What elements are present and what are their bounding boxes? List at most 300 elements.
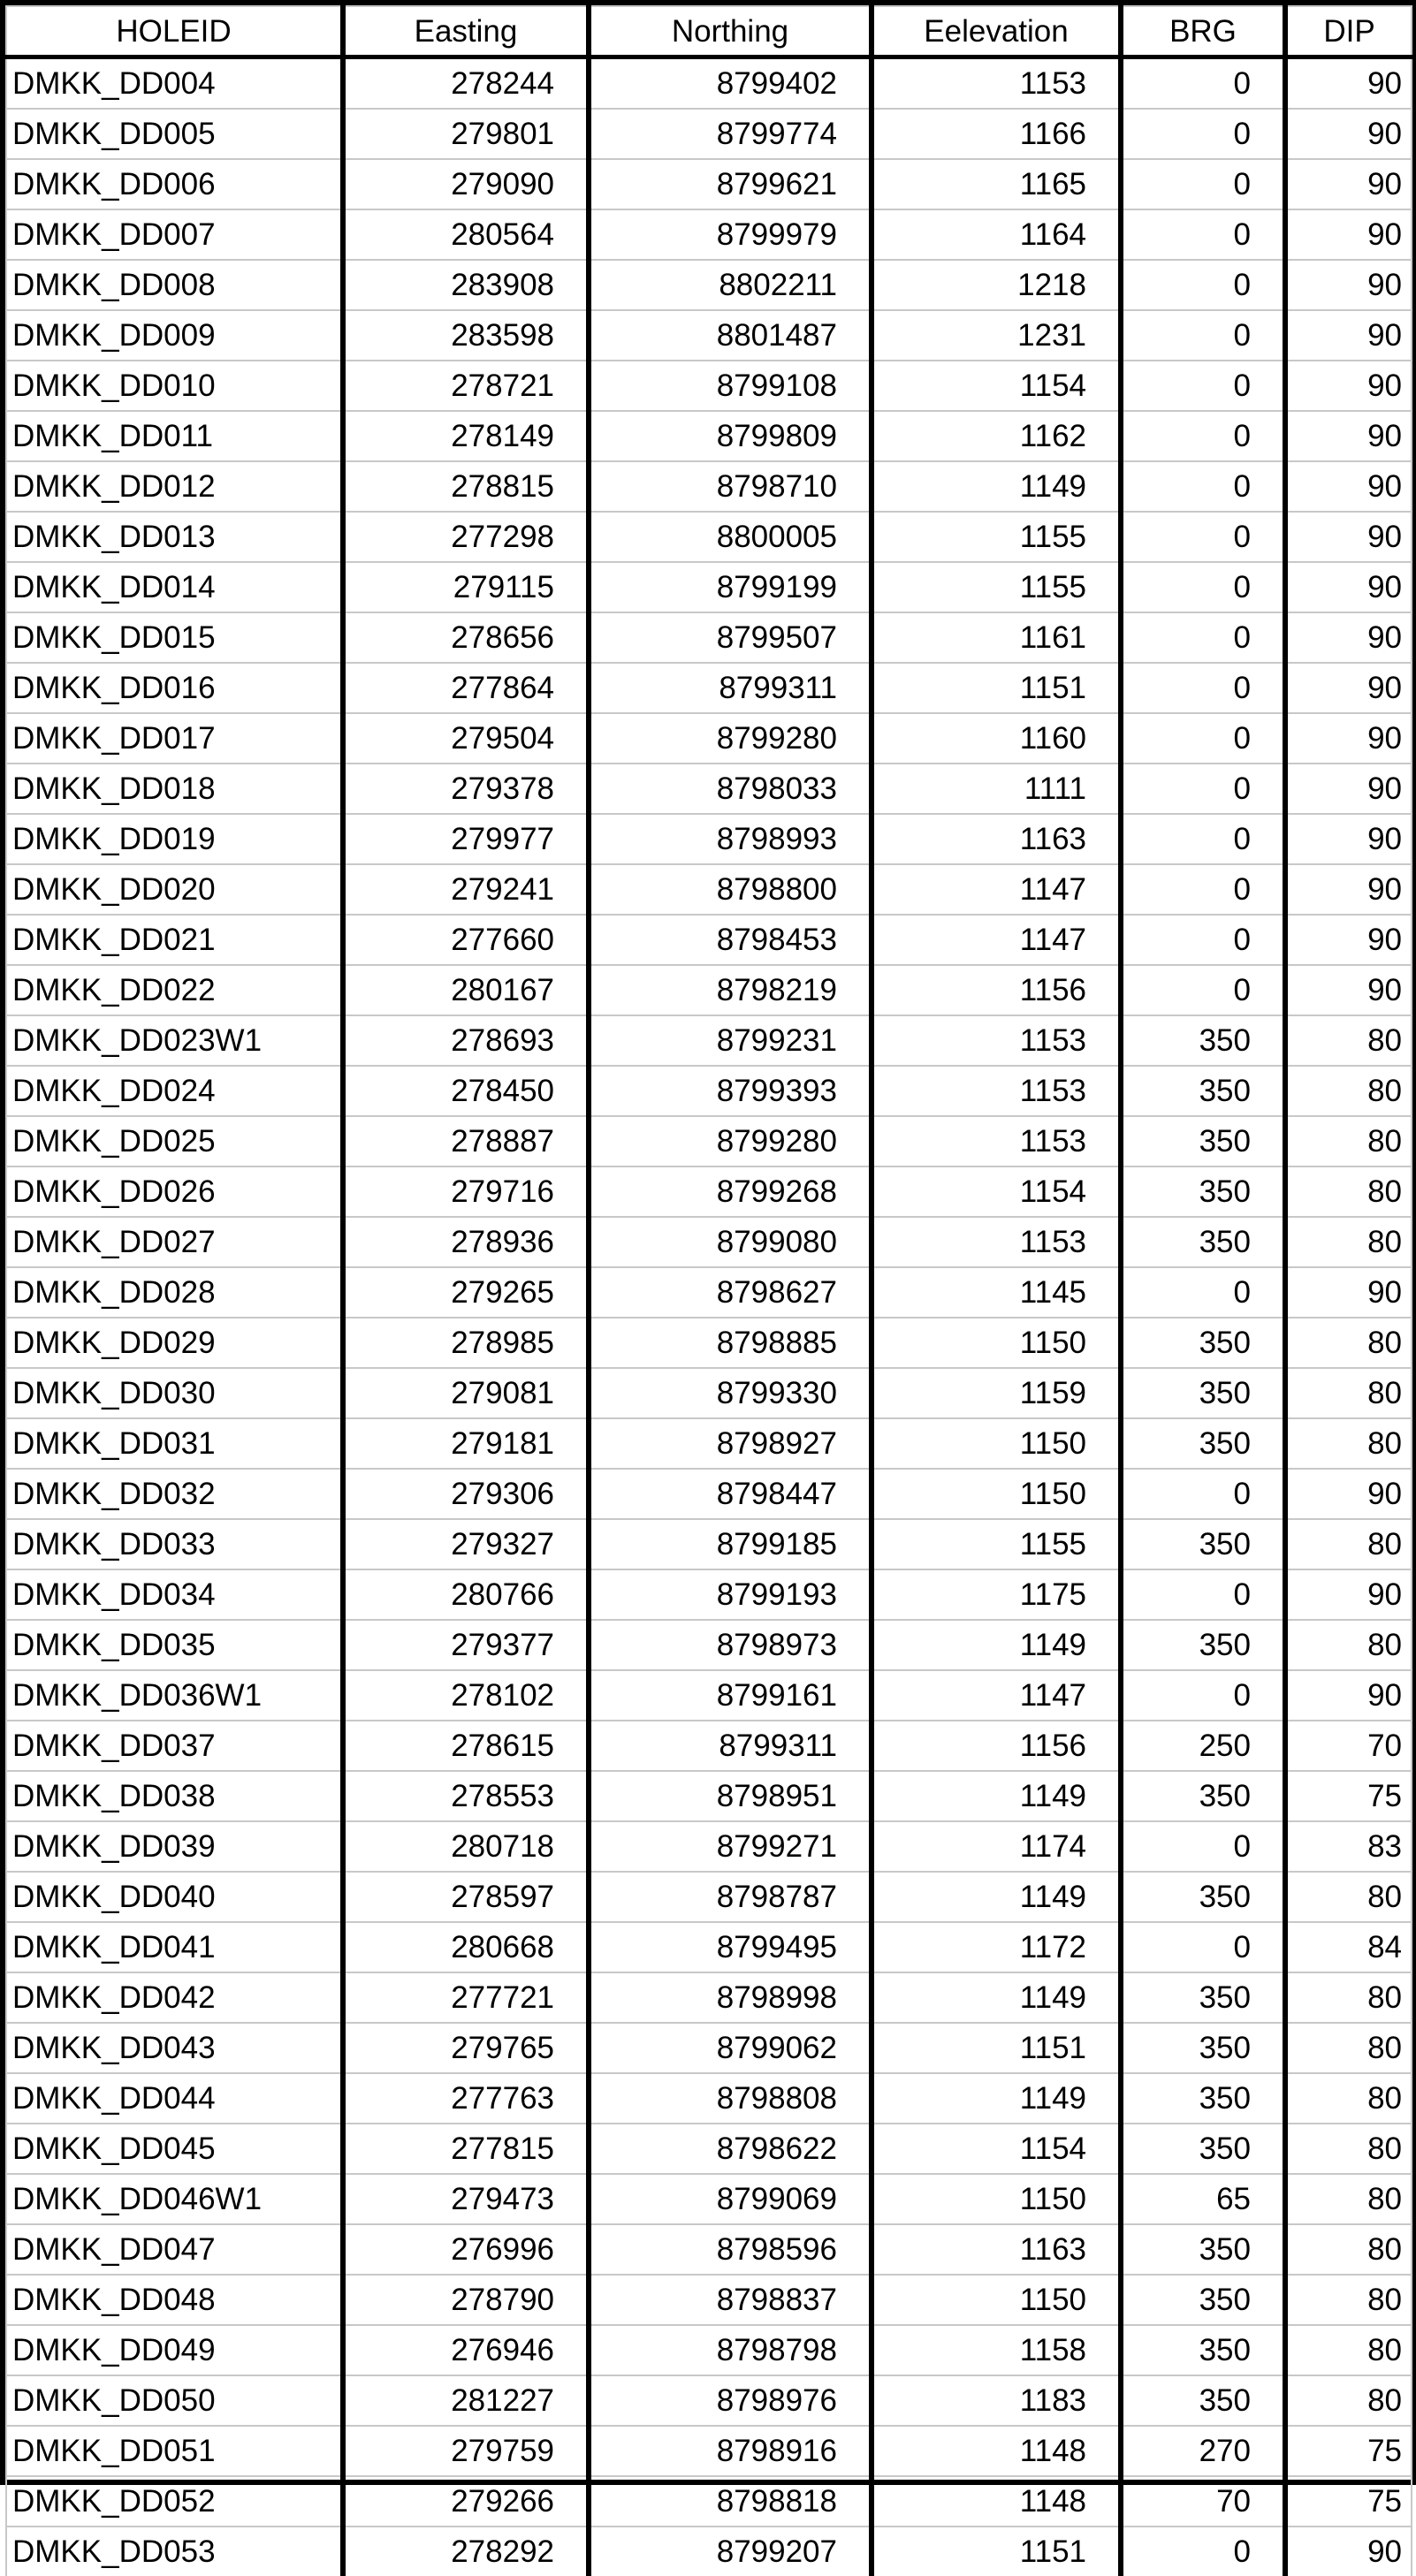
table-row: [6, 57, 1412, 110]
cell-elevation: 1150: [872, 1318, 1121, 1368]
cell-easting: 276996: [343, 2224, 589, 2275]
cell-dip: 90: [1285, 57, 1412, 110]
cell-brg: 350: [1121, 1015, 1285, 1066]
cell-elevation: 1155: [872, 512, 1121, 562]
cell-dip: 80: [1285, 2224, 1412, 2275]
cell-dip: 90: [1285, 2527, 1412, 2576]
cell-brg: 0: [1121, 764, 1285, 814]
cell-dip: 70: [1285, 1721, 1412, 1771]
cell-holeid: DMKK_DD029: [6, 1318, 343, 1368]
cell-holeid: DMKK_DD010: [6, 361, 343, 411]
cell-brg: 0: [1121, 1821, 1285, 1872]
cell-easting: 279977: [343, 814, 589, 864]
cell-dip: 90: [1285, 612, 1412, 663]
cell-elevation: 1154: [872, 361, 1121, 411]
table-row: [6, 1469, 1412, 1519]
cell-brg: 350: [1121, 2073, 1285, 2124]
table-row: [6, 1267, 1412, 1318]
table-row: [6, 310, 1412, 361]
cell-dip: 90: [1285, 411, 1412, 461]
cell-northing: 8799402: [589, 57, 872, 110]
cell-northing: 8798453: [589, 915, 872, 965]
cell-holeid: DMKK_DD023W1: [6, 1015, 343, 1066]
cell-holeid: DMKK_DD033: [6, 1519, 343, 1569]
cell-northing: 8800005: [589, 512, 872, 562]
cell-northing: 8798033: [589, 764, 872, 814]
cell-holeid: DMKK_DD019: [6, 814, 343, 864]
cell-brg: 0: [1121, 57, 1285, 110]
cell-holeid: DMKK_DD044: [6, 2073, 343, 2124]
cell-holeid: DMKK_DD015: [6, 612, 343, 663]
cell-dip: 75: [1285, 2476, 1412, 2527]
cell-easting: 279801: [343, 109, 589, 159]
table-row: [6, 209, 1412, 260]
table-row: [6, 1922, 1412, 1972]
table-row: [6, 512, 1412, 562]
cell-northing: 8798798: [589, 2325, 872, 2375]
cell-brg: 0: [1121, 461, 1285, 512]
cell-holeid: DMKK_DD006: [6, 159, 343, 209]
cell-elevation: 1148: [872, 2476, 1121, 2527]
table-row: [6, 612, 1412, 663]
cell-dip: 90: [1285, 461, 1412, 512]
cell-elevation: 1111: [872, 764, 1121, 814]
cell-elevation: 1149: [872, 2073, 1121, 2124]
cell-northing: 8798951: [589, 1771, 872, 1821]
header-brg: BRG: [1121, 6, 1285, 57]
cell-northing: 8799311: [589, 663, 872, 713]
cell-easting: 278887: [343, 1116, 589, 1166]
cell-easting: 277721: [343, 1972, 589, 2023]
cell-brg: 0: [1121, 1569, 1285, 1620]
cell-dip: 80: [1285, 2073, 1412, 2124]
cell-holeid: DMKK_DD031: [6, 1418, 343, 1469]
cell-northing: 8799330: [589, 1368, 872, 1418]
cell-easting: 278450: [343, 1066, 589, 1116]
cell-elevation: 1161: [872, 612, 1121, 663]
cell-northing: 8799311: [589, 1721, 872, 1771]
cell-easting: 279265: [343, 1267, 589, 1318]
cell-elevation: 1150: [872, 2174, 1121, 2224]
cell-easting: 283598: [343, 310, 589, 361]
table-row: [6, 1166, 1412, 1217]
cell-easting: 281227: [343, 2375, 589, 2426]
cell-dip: 80: [1285, 1015, 1412, 1066]
header-holeid: HOLEID: [6, 6, 343, 57]
table-row: [6, 2476, 1412, 2527]
cell-dip: 80: [1285, 1972, 1412, 2023]
cell-dip: 80: [1285, 1318, 1412, 1368]
cell-elevation: 1153: [872, 57, 1121, 110]
cell-easting: 278936: [343, 1217, 589, 1267]
cell-dip: 90: [1285, 814, 1412, 864]
cell-northing: 8798219: [589, 965, 872, 1015]
drillhole-collar-table: [5, 5, 1412, 2576]
cell-easting: 279377: [343, 1620, 589, 1670]
table-row: [6, 260, 1412, 310]
cell-easting: 279081: [343, 1368, 589, 1418]
cell-dip: 90: [1285, 663, 1412, 713]
cell-holeid: DMKK_DD028: [6, 1267, 343, 1318]
cell-holeid: DMKK_DD021: [6, 915, 343, 965]
table-row: [6, 1015, 1412, 1066]
header-northing: Northing: [589, 6, 872, 57]
cell-elevation: 1175: [872, 1569, 1121, 1620]
cell-dip: 90: [1285, 965, 1412, 1015]
cell-dip: 80: [1285, 1116, 1412, 1166]
cell-northing: 8798800: [589, 864, 872, 915]
cell-holeid: DMKK_DD024: [6, 1066, 343, 1116]
cell-elevation: 1151: [872, 2023, 1121, 2073]
cell-dip: 90: [1285, 310, 1412, 361]
cell-brg: 65: [1121, 2174, 1285, 2224]
cell-easting: 279181: [343, 1418, 589, 1469]
cell-brg: 0: [1121, 1267, 1285, 1318]
cell-dip: 80: [1285, 1066, 1412, 1116]
cell-brg: 0: [1121, 361, 1285, 411]
cell-dip: 80: [1285, 2124, 1412, 2174]
cell-brg: 350: [1121, 1771, 1285, 1821]
cell-brg: 350: [1121, 1872, 1285, 1922]
cell-brg: 350: [1121, 2325, 1285, 2375]
cell-brg: 0: [1121, 209, 1285, 260]
cell-brg: 350: [1121, 2224, 1285, 2275]
cell-brg: 0: [1121, 814, 1285, 864]
cell-easting: 278102: [343, 1670, 589, 1721]
cell-holeid: DMKK_DD036W1: [6, 1670, 343, 1721]
cell-dip: 80: [1285, 1872, 1412, 1922]
cell-holeid: DMKK_DD026: [6, 1166, 343, 1217]
cell-easting: 277864: [343, 663, 589, 713]
table-row: [6, 1872, 1412, 1922]
cell-northing: 8798787: [589, 1872, 872, 1922]
cell-holeid: DMKK_DD016: [6, 663, 343, 713]
cell-elevation: 1155: [872, 1519, 1121, 1569]
cell-northing: 8798710: [589, 461, 872, 512]
cell-easting: 283908: [343, 260, 589, 310]
table-row: [6, 965, 1412, 1015]
cell-holeid: DMKK_DD009: [6, 310, 343, 361]
cell-dip: 80: [1285, 1166, 1412, 1217]
cell-easting: 278790: [343, 2275, 589, 2325]
table-row: [6, 1368, 1412, 1418]
cell-elevation: 1218: [872, 260, 1121, 310]
cell-holeid: DMKK_DD032: [6, 1469, 343, 1519]
cell-brg: 0: [1121, 612, 1285, 663]
cell-dip: 80: [1285, 1418, 1412, 1469]
table-row: [6, 562, 1412, 612]
cell-easting: 278149: [343, 411, 589, 461]
table-row: [6, 663, 1412, 713]
table-row: [6, 2275, 1412, 2325]
cell-brg: 350: [1121, 1519, 1285, 1569]
cell-holeid: DMKK_DD035: [6, 1620, 343, 1670]
cell-holeid: DMKK_DD043: [6, 2023, 343, 2073]
cell-northing: 8799507: [589, 612, 872, 663]
header-easting: Easting: [343, 6, 589, 57]
cell-brg: 0: [1121, 1469, 1285, 1519]
cell-brg: 0: [1121, 713, 1285, 764]
table-row: [6, 2375, 1412, 2426]
cell-northing: 8799069: [589, 2174, 872, 2224]
cell-easting: 276946: [343, 2325, 589, 2375]
cell-northing: 8801487: [589, 310, 872, 361]
table-row: [6, 159, 1412, 209]
cell-dip: 90: [1285, 361, 1412, 411]
cell-brg: 0: [1121, 411, 1285, 461]
cell-easting: 279090: [343, 159, 589, 209]
cell-elevation: 1163: [872, 2224, 1121, 2275]
header-elevation: Eelevation: [872, 6, 1121, 57]
cell-holeid: DMKK_DD020: [6, 864, 343, 915]
cell-northing: 8798622: [589, 2124, 872, 2174]
cell-northing: 8798993: [589, 814, 872, 864]
cell-elevation: 1149: [872, 1872, 1121, 1922]
cell-dip: 90: [1285, 864, 1412, 915]
cell-brg: 350: [1121, 2375, 1285, 2426]
cell-elevation: 1149: [872, 461, 1121, 512]
cell-elevation: 1153: [872, 1066, 1121, 1116]
cell-easting: 280766: [343, 1569, 589, 1620]
cell-dip: 90: [1285, 915, 1412, 965]
cell-easting: 278244: [343, 57, 589, 110]
cell-northing: 8798998: [589, 1972, 872, 2023]
cell-dip: 90: [1285, 512, 1412, 562]
cell-holeid: DMKK_DD050: [6, 2375, 343, 2426]
cell-dip: 80: [1285, 2023, 1412, 2073]
cell-easting: 279327: [343, 1519, 589, 1569]
cell-northing: 8799193: [589, 1569, 872, 1620]
cell-elevation: 1145: [872, 1267, 1121, 1318]
cell-brg: 350: [1121, 1066, 1285, 1116]
cell-holeid: DMKK_DD022: [6, 965, 343, 1015]
cell-easting: 279473: [343, 2174, 589, 2224]
table-row: [6, 1721, 1412, 1771]
cell-brg: 0: [1121, 159, 1285, 209]
cell-easting: 277763: [343, 2073, 589, 2124]
table-row: [6, 814, 1412, 864]
cell-northing: 8799979: [589, 209, 872, 260]
cell-easting: 279266: [343, 2476, 589, 2527]
cell-holeid: DMKK_DD008: [6, 260, 343, 310]
cell-brg: 0: [1121, 512, 1285, 562]
cell-northing: 8799062: [589, 2023, 872, 2073]
cell-holeid: DMKK_DD037: [6, 1721, 343, 1771]
cell-brg: 350: [1121, 1368, 1285, 1418]
table-row: [6, 1217, 1412, 1267]
cell-easting: 279759: [343, 2426, 589, 2476]
cell-easting: 279504: [343, 713, 589, 764]
cell-northing: 8798973: [589, 1620, 872, 1670]
cell-elevation: 1156: [872, 1721, 1121, 1771]
cell-elevation: 1166: [872, 109, 1121, 159]
cell-dip: 80: [1285, 2375, 1412, 2426]
cell-elevation: 1155: [872, 562, 1121, 612]
cell-northing: 8798818: [589, 2476, 872, 2527]
cell-dip: 80: [1285, 2325, 1412, 2375]
cell-brg: 350: [1121, 2023, 1285, 2073]
cell-northing: 8798837: [589, 2275, 872, 2325]
cell-northing: 8798927: [589, 1418, 872, 1469]
cell-northing: 8799268: [589, 1166, 872, 1217]
cell-brg: 0: [1121, 109, 1285, 159]
cell-elevation: 1162: [872, 411, 1121, 461]
cell-holeid: DMKK_DD025: [6, 1116, 343, 1166]
cell-dip: 90: [1285, 1267, 1412, 1318]
cell-brg: 270: [1121, 2426, 1285, 2476]
cell-dip: 80: [1285, 1217, 1412, 1267]
table-row: [6, 1418, 1412, 1469]
cell-elevation: 1153: [872, 1217, 1121, 1267]
cell-holeid: DMKK_DD007: [6, 209, 343, 260]
cell-northing: 8799393: [589, 1066, 872, 1116]
header-row: [6, 6, 1412, 57]
header-dip: DIP: [1285, 6, 1412, 57]
cell-northing: 8799495: [589, 1922, 872, 1972]
cell-easting: 279378: [343, 764, 589, 814]
cell-brg: 0: [1121, 1922, 1285, 1972]
cell-northing: 8799271: [589, 1821, 872, 1872]
cell-elevation: 1231: [872, 310, 1121, 361]
cell-holeid: DMKK_DD018: [6, 764, 343, 814]
cell-easting: 278815: [343, 461, 589, 512]
table-row: [6, 109, 1412, 159]
table-row: [6, 1972, 1412, 2023]
cell-northing: 8799207: [589, 2527, 872, 2576]
cell-elevation: 1153: [872, 1015, 1121, 1066]
cell-brg: 350: [1121, 1620, 1285, 1670]
cell-brg: 350: [1121, 1972, 1285, 2023]
cell-holeid: DMKK_DD052: [6, 2476, 343, 2527]
cell-elevation: 1164: [872, 209, 1121, 260]
cell-northing: 8799809: [589, 411, 872, 461]
cell-easting: 278615: [343, 1721, 589, 1771]
cell-dip: 75: [1285, 1771, 1412, 1821]
cell-easting: 280668: [343, 1922, 589, 1972]
table-row: [6, 2174, 1412, 2224]
cell-easting: 278656: [343, 612, 589, 663]
cell-elevation: 1156: [872, 965, 1121, 1015]
cell-brg: 0: [1121, 915, 1285, 965]
cell-easting: 278721: [343, 361, 589, 411]
table-row: [6, 764, 1412, 814]
cell-brg: 0: [1121, 1670, 1285, 1721]
cell-holeid: DMKK_DD047: [6, 2224, 343, 2275]
cell-northing: 8798885: [589, 1318, 872, 1368]
cell-easting: 277815: [343, 2124, 589, 2174]
cell-elevation: 1174: [872, 1821, 1121, 1872]
cell-brg: 0: [1121, 260, 1285, 310]
cell-elevation: 1154: [872, 2124, 1121, 2174]
cell-elevation: 1183: [872, 2375, 1121, 2426]
table-row: [6, 1771, 1412, 1821]
cell-dip: 80: [1285, 2174, 1412, 2224]
cell-elevation: 1160: [872, 713, 1121, 764]
cell-northing: 8799231: [589, 1015, 872, 1066]
cell-northing: 8799199: [589, 562, 872, 612]
table-row: [6, 1569, 1412, 1620]
cell-northing: 8799080: [589, 1217, 872, 1267]
cell-northing: 8798627: [589, 1267, 872, 1318]
cell-northing: 8799108: [589, 361, 872, 411]
cell-easting: 279306: [343, 1469, 589, 1519]
table-row: [6, 1620, 1412, 1670]
cell-easting: 277660: [343, 915, 589, 965]
table-row: [6, 2224, 1412, 2275]
cell-elevation: 1147: [872, 915, 1121, 965]
cell-northing: 8799621: [589, 159, 872, 209]
cell-brg: 350: [1121, 1116, 1285, 1166]
cell-holeid: DMKK_DD014: [6, 562, 343, 612]
cell-holeid: DMKK_DD013: [6, 512, 343, 562]
cell-northing: 8799161: [589, 1670, 872, 1721]
cell-elevation: 1147: [872, 864, 1121, 915]
cell-northing: 8799185: [589, 1519, 872, 1569]
cell-elevation: 1172: [872, 1922, 1121, 1972]
cell-northing: 8798596: [589, 2224, 872, 2275]
cell-elevation: 1150: [872, 2275, 1121, 2325]
cell-dip: 90: [1285, 1469, 1412, 1519]
cell-holeid: DMKK_DD042: [6, 1972, 343, 2023]
cell-holeid: DMKK_DD005: [6, 109, 343, 159]
table-row: [6, 411, 1412, 461]
cell-brg: 0: [1121, 562, 1285, 612]
cell-brg: 350: [1121, 2275, 1285, 2325]
cell-brg: 0: [1121, 2527, 1285, 2576]
cell-easting: 278693: [343, 1015, 589, 1066]
cell-dip: 80: [1285, 2275, 1412, 2325]
cell-northing: 8798916: [589, 2426, 872, 2476]
cell-brg: 0: [1121, 864, 1285, 915]
cell-elevation: 1149: [872, 1620, 1121, 1670]
cell-holeid: DMKK_DD041: [6, 1922, 343, 1972]
table-row: [6, 2527, 1412, 2576]
cell-holeid: DMKK_DD046W1: [6, 2174, 343, 2224]
table-row: [6, 2426, 1412, 2476]
cell-northing: 8802211: [589, 260, 872, 310]
table-body: [6, 57, 1412, 2576]
cell-northing: 8799774: [589, 109, 872, 159]
table-row: [6, 1821, 1412, 1872]
cell-holeid: DMKK_DD039: [6, 1821, 343, 1872]
table-row: [6, 361, 1412, 411]
cell-easting: 280718: [343, 1821, 589, 1872]
cell-holeid: DMKK_DD040: [6, 1872, 343, 1922]
cell-easting: 278597: [343, 1872, 589, 1922]
cell-holeid: DMKK_DD004: [6, 57, 343, 110]
cell-holeid: DMKK_DD027: [6, 1217, 343, 1267]
cell-brg: 350: [1121, 2124, 1285, 2174]
cell-dip: 90: [1285, 209, 1412, 260]
table-row: [6, 1318, 1412, 1368]
cell-elevation: 1150: [872, 1418, 1121, 1469]
table-row: [6, 1116, 1412, 1166]
cell-holeid: DMKK_DD051: [6, 2426, 343, 2476]
cell-easting: 278553: [343, 1771, 589, 1821]
table-row: [6, 2023, 1412, 2073]
cell-holeid: DMKK_DD011: [6, 411, 343, 461]
cell-elevation: 1148: [872, 2426, 1121, 2476]
table-row: [6, 915, 1412, 965]
cell-easting: 279115: [343, 562, 589, 612]
cell-elevation: 1158: [872, 2325, 1121, 2375]
cell-easting: 277298: [343, 512, 589, 562]
cell-northing: 8798447: [589, 1469, 872, 1519]
cell-dip: 90: [1285, 562, 1412, 612]
cell-holeid: DMKK_DD038: [6, 1771, 343, 1821]
cell-dip: 75: [1285, 2426, 1412, 2476]
cell-dip: 90: [1285, 1670, 1412, 1721]
